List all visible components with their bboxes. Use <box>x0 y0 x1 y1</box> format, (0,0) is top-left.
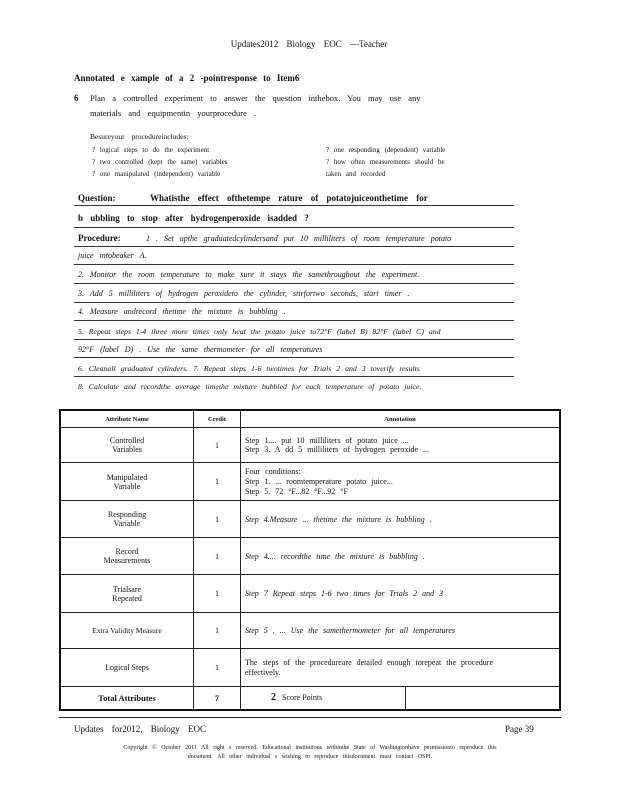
table-row <box>60 428 560 463</box>
annotation-cell: Step 1.... put 10 milliliters of potato juice ... Step 3. A dd 5 milliliters of hydrogen peroxide ... <box>241 428 561 463</box>
copyright-line-1: Copyright © October 2011 All right s reserved. Educational institutions withinthe State of Washingtonhave permissionto reproduce this <box>123 745 497 751</box>
annotation-cell: Step 4.... recordthe time the mixture is bubbling . <box>241 538 561 575</box>
scoring-rubric-table <box>59 409 561 711</box>
attribute-name: Controlled Variables <box>60 428 194 463</box>
bullet-right-2: ? how often measurements should be <box>326 158 445 166</box>
credit-value: 1 <box>194 575 241 613</box>
response-rule <box>74 283 514 284</box>
page-header: Updates2012 Biology EOC —Teacher <box>230 39 388 49</box>
procedure-step-line: 8. Calculate and recordthe average timethe mixture bubbled for each temperature of potato juice. <box>78 382 422 391</box>
annotation-cell: Step 4.Measure ... thetime the mixture is bubbling . <box>241 501 561 538</box>
attribute-name: Responding Variable <box>60 501 194 538</box>
bullet-right-3: taken and recorded <box>326 170 386 178</box>
response-rule <box>74 339 514 340</box>
attribute-name: Record Measurements <box>60 538 194 575</box>
total-attributes-value: 7 <box>194 687 241 711</box>
annotation-cell: Step 7 Repeat steps 1-6 two times for Trials 2 and 3 <box>241 575 561 613</box>
credit-value: 1 <box>194 613 241 649</box>
question-number: 6 <box>74 93 79 103</box>
annotation-cell: Four conditions: Step 1. ... roomtemperature potato juice... Step 5. 72 °F...82 °F...92 °F <box>241 463 561 501</box>
table-row <box>60 501 560 538</box>
response-rule <box>74 376 514 377</box>
score-label: Score Points <box>282 693 323 702</box>
annotation-cell: Step 5 . ... Use the samethermometer for all temperatures <box>241 613 561 649</box>
response-rule <box>74 302 514 303</box>
response-rule <box>74 264 514 265</box>
column-header-annotation: Annotation <box>241 410 561 428</box>
response-rule <box>74 246 514 247</box>
attribute-name: Extra Validity Measure <box>60 613 194 649</box>
besure-text: Besureyour procedureincludes: <box>90 132 189 141</box>
attribute-name: Trialsare Repeated <box>60 575 194 613</box>
procedure-step-line: 4. Measure andrecord thetime the mixture is bubbling . <box>78 307 286 316</box>
table-row <box>60 575 560 613</box>
question-line-1: Plan a controlled experiment to answer the question inthebox. You may use any <box>90 93 421 103</box>
score-points-cell <box>241 687 561 711</box>
table-row <box>60 649 560 687</box>
procedure-step-line: 6. Cleanall graduated cylinders. 7. Repeat steps 1-6 twotimes for Trials 2 and 3 toverify results <box>78 364 420 373</box>
bullet-left-1: ? logical steps to do the experiment <box>92 146 210 154</box>
student-question-line-2: b ubbling to stop after hydrogenperoxide isadded ? <box>78 213 309 223</box>
credit-value: 1 <box>194 501 241 538</box>
procedure-label: Procedure: <box>78 233 121 243</box>
table-row <box>60 538 560 575</box>
column-header-credit: Credit <box>194 410 241 428</box>
attribute-name: Manipulated Variable <box>60 463 194 501</box>
response-rule <box>74 205 514 206</box>
score-number: 2 <box>271 692 276 703</box>
attribute-name: Logical Steps <box>60 649 194 687</box>
question-line-2: materials and equipmentin yourprocedure . <box>90 108 257 118</box>
copyright-line-2: document. All other individual s wishing to reproduce thisdocument must contact OSPI. <box>187 754 433 760</box>
footer-divider <box>59 717 561 718</box>
annotation-title: Annotated e xample of a 2 -pointresponse to Item6 <box>74 73 300 83</box>
total-row <box>60 687 560 711</box>
procedure-step-line: 1 . Set upthe graduatedcylindersand put 10 milliliters of room temperature potato <box>146 234 452 243</box>
response-rule <box>74 320 514 321</box>
response-rule <box>74 227 514 228</box>
bullet-left-3: ? one manipulated (independent) variable <box>92 170 221 178</box>
response-rule <box>74 357 514 358</box>
score-points-box <box>241 687 406 709</box>
annotation-cell: The steps of the procedureare detailed enough torepeat the procedure effectively. <box>241 649 561 687</box>
question-label: Question: <box>78 193 116 203</box>
procedure-step-line: 2. Monitor the room temperature to make sure it stays the samethroughout the experiment. <box>78 270 420 279</box>
credit-value: 1 <box>194 538 241 575</box>
procedure-step-line: juice intobeaker A. <box>78 251 147 260</box>
credit-value: 1 <box>194 463 241 501</box>
credit-value: 1 <box>194 428 241 463</box>
procedure-step-line: 3. Add 5 milliliters of hydrogen peroxideto the cylinder, stirfortwo seconds, start timer . <box>78 289 410 298</box>
column-header-attribute: Attribute Name <box>60 410 194 428</box>
page-number: Page 39 <box>505 724 534 734</box>
bullet-left-2: ? two controlled (kept the same) variables <box>92 158 228 166</box>
table-row <box>60 613 560 649</box>
procedure-step-line: 92°F (label D) . Use the same thermometer for all temperatures <box>78 345 323 354</box>
table-header-row <box>60 410 560 428</box>
bullet-right-1: ? one responding (dependent) variable <box>326 146 446 154</box>
copyright-notice <box>60 744 560 762</box>
procedure-step-line: 5. Repeat steps 1-4 three more times only heat the potato juice to72°F (label B) 82°F (label C) and <box>78 327 441 336</box>
credit-value: 1 <box>194 649 241 687</box>
table-row <box>60 463 560 501</box>
student-question-line-1: Whatisthe effect ofthetempe rature of potatojuiceonthetime for <box>150 193 428 203</box>
footer-left: Updates for2012, Biology EOC <box>74 724 206 734</box>
total-attributes-label: Total Attributes <box>60 687 194 711</box>
